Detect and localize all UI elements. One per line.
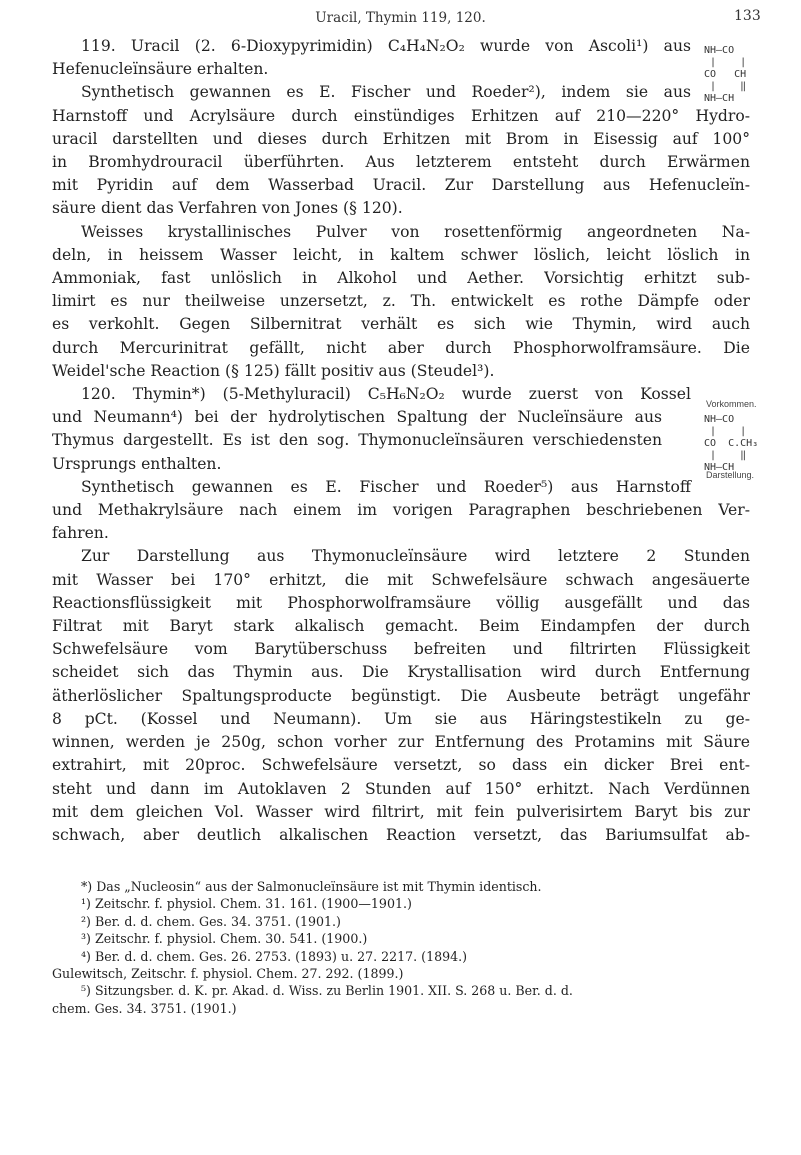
text-line: Weisses krystallinisches Pulver von rosettenförmig angeordneten Na- bbox=[81, 222, 750, 241]
text-line: winnen, werden je 250g, schon vorher zur Entfernung des Protamins mit Säure bbox=[52, 733, 750, 752]
text-line: Synthetisch gewannen es E. Fischer und Roeder⁵) aus Harnstoff bbox=[81, 477, 691, 496]
footnote: ⁴) Ber. d. d. chem. Ges. 26. 2753. (1893) u. 27. 2217. (1894.) bbox=[81, 948, 468, 964]
text-line: mit Pyridin auf dem Wasserbad Uracil. Zur Darstellung aus Hefenucleïn- bbox=[52, 176, 750, 195]
text-line: Hefenucleïnsäure erhalten. bbox=[52, 60, 269, 79]
text-line: scheidet sich das Thymin aus. Die Krystallisation wird durch Entfernung bbox=[52, 663, 750, 682]
text-line: extrahirt, mit 20proc. Schwefelsäure versetzt, so dass ein dicker Brei ent- bbox=[52, 756, 750, 775]
text-line: säure dient das Verfahren von Jones (§ 120). bbox=[52, 199, 403, 218]
text-line: schwach, aber deutlich alkalischen Reaction versetzt, das Bariumsulfat ab- bbox=[52, 825, 750, 844]
footnotes bbox=[52, 878, 750, 1017]
text-line: Synthetisch gewannen es E. Fischer und Roeder²), indem sie aus bbox=[81, 83, 691, 102]
body-text bbox=[52, 35, 750, 847]
text-line: Zur Darstellung aus Thymonucleïnsäure wird letztere 2 Stunden bbox=[81, 547, 750, 566]
text-line: fahren. bbox=[52, 524, 109, 543]
text-line: Schwefelsäure vom Barytüberschuss befreiten und filtrirten Flüssigkeit bbox=[52, 640, 750, 659]
footnote: Gulewitsch, Zeitschr. f. physiol. Chem. 27. 292. (1899.) bbox=[52, 966, 404, 982]
footnote: ¹) Zeitschr. f. physiol. Chem. 31. 161. (1900—1901.) bbox=[81, 896, 412, 912]
text-line: Ursprungs enthalten. bbox=[52, 454, 222, 473]
running-title: Uracil, Thymin 119, 120. bbox=[315, 10, 486, 26]
margin-note-vorkommen: Vorkommen. bbox=[706, 399, 757, 409]
text-line: limirt es nur theilweise unzersetzt, z. Th. entwickelt es rothe Dämpfe oder bbox=[52, 292, 750, 311]
uracil-structural-formula: NH—CO | | CO CH | ‖ NH—CH bbox=[704, 45, 747, 104]
text-line: 119. Uracil (2. 6-Dioxypyrimidin) C₄H₄N₂O₂ wurde von Ascoli¹) aus bbox=[81, 37, 691, 55]
text-line: und Neumann⁴) bei der hydrolytischen Spaltung der Nucleïnsäure aus bbox=[52, 408, 662, 427]
text-line: ätherlöslicher Spaltungsproducte begünstigt. Die Ausbeute beträgt ungefähr bbox=[52, 686, 750, 705]
text-line: und Methakrylsäure nach einem im vorigen Paragraphen beschriebenen Ver- bbox=[52, 501, 750, 520]
text-line: Thymus dargestellt. Es ist den sog. Thymonucleïnsäuren verschiedensten bbox=[52, 431, 662, 450]
margin-note-darstellung: Darstellung. bbox=[706, 470, 755, 480]
text-line: mit dem gleichen Vol. Wasser wird filtrirt, mit fein pulverisirtem Baryt bis zur bbox=[52, 802, 750, 821]
text-line: steht und dann im Autoklaven 2 Stunden auf 150° erhitzt. Nach Verdünnen bbox=[52, 779, 750, 798]
footnote: ⁵) Sitzungsber. d. K. pr. Akad. d. Wiss. zu Berlin 1901. XII. S. 268 u. Ber. d. d. bbox=[81, 983, 573, 999]
text-line: 8 pCt. (Kossel und Neumann). Um sie aus Häringstestikeln zu ge- bbox=[52, 709, 750, 728]
text-line: durch Mercurinitrat gefällt, nicht aber durch Phosphorwolframsäure. Die bbox=[52, 338, 750, 357]
text-line: Reactionsflüssigkeit mit Phosphorwolframsäure völlig ausgefällt und das bbox=[52, 593, 750, 612]
text-line: Harnstoff und Acrylsäure durch einstündiges Erhitzen auf 210—220° Hydro- bbox=[52, 106, 750, 125]
text-line: mit Wasser bei 170° erhitzt, die mit Schwefelsäure schwach angesäuerte bbox=[52, 570, 750, 589]
text-line: uracil darstellten und dieses durch Erhitzen mit Brom in Eisessig auf 100° bbox=[52, 129, 750, 148]
footnote: ²) Ber. d. d. chem. Ges. 34. 3751. (1901.) bbox=[81, 913, 341, 929]
footnote: ³) Zeitschr. f. physiol. Chem. 30. 541. (1900.) bbox=[81, 931, 368, 947]
text-line: in Bromhydrouracil überführten. Aus letzterem entsteht durch Erwärmen bbox=[52, 153, 750, 172]
text-line: Filtrat mit Baryt stark alkalisch gemacht. Beim Eindampfen der durch bbox=[52, 617, 750, 636]
page-number: 133 bbox=[734, 8, 761, 24]
text-line: Ammoniak, fast unlöslich in Alkohol und Aether. Vorsichtig erhitzt sub- bbox=[52, 269, 750, 288]
footnote: *) Das „Nucleosin“ aus der Salmonucleïnsäure ist mit Thymin identisch. bbox=[81, 879, 542, 894]
text-line: deln, in heissem Wasser leicht, in kaltem schwer löslich, leicht löslich in bbox=[52, 245, 750, 264]
footnote: chem. Ges. 34. 3751. (1901.) bbox=[52, 1000, 237, 1016]
thymin-structural-formula: NH—CO | | CO C.CH₃ | ‖ NH—CH bbox=[704, 414, 759, 473]
text-line: es verkohlt. Gegen Silbernitrat verhält es sich wie Thymin, wird auch bbox=[52, 315, 750, 334]
text-line: Weidel'sche Reaction (§ 125) fällt positiv aus (Steudel³). bbox=[52, 361, 495, 380]
text-line: 120. Thymin*) (5-Methyluracil) C₅H₆N₂O₂ wurde zuerst von Kossel bbox=[81, 385, 691, 404]
